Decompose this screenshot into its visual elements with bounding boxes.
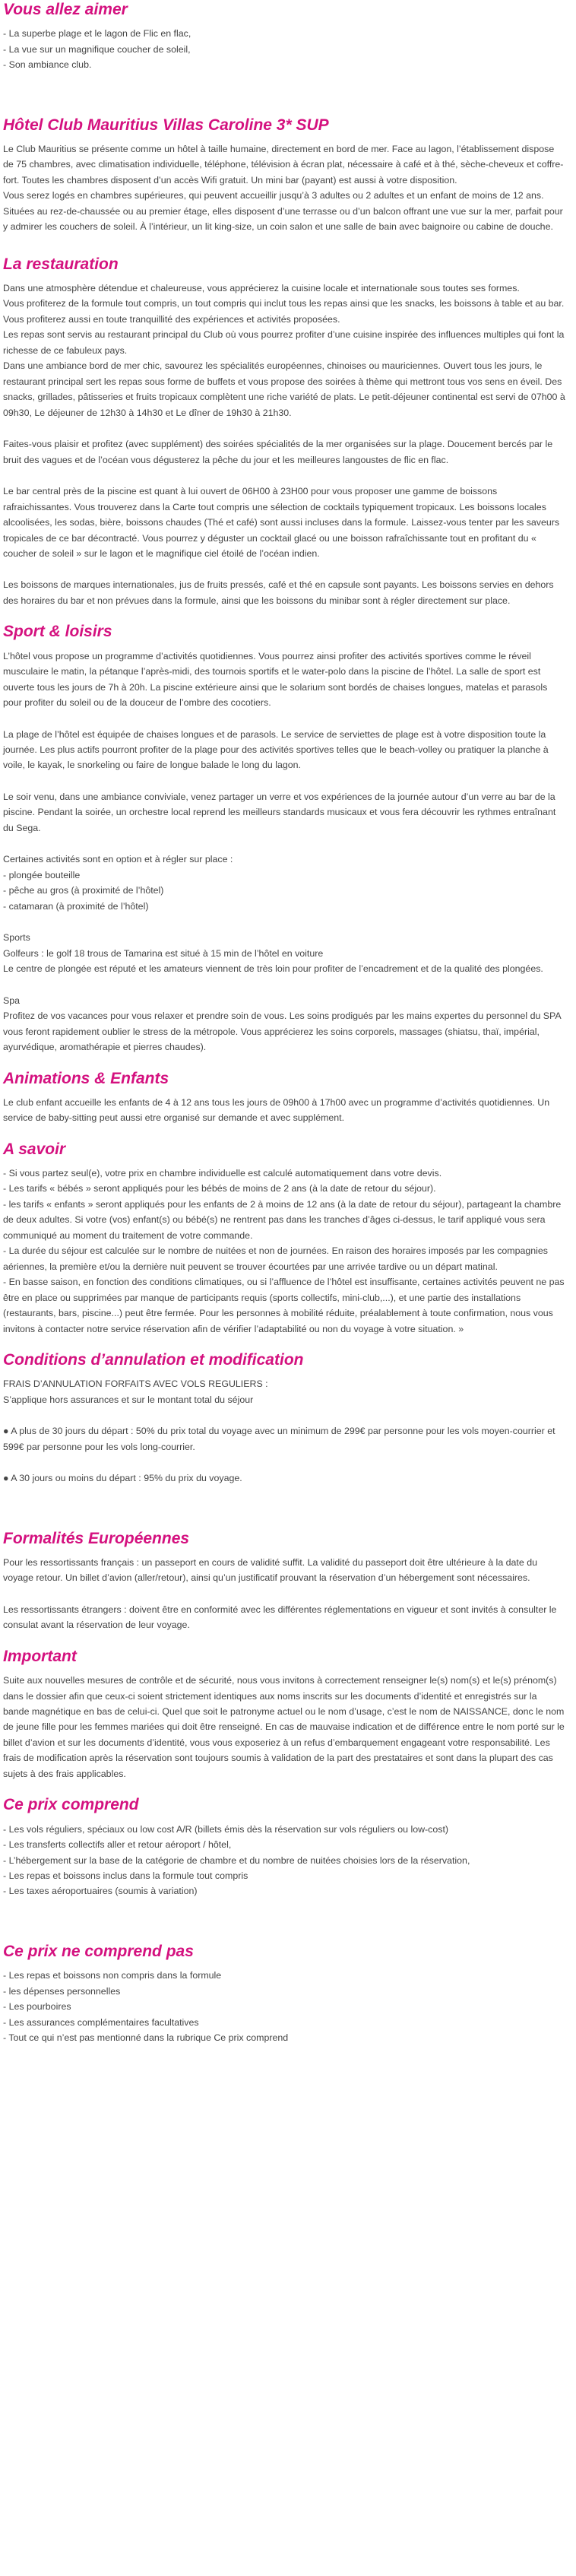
prix-ne-comprend-item: - Les repas et boissons non compris dans la formule — [3, 1970, 222, 1981]
option-item: - pêche au gros (à proximité de l’hôtel) — [3, 885, 164, 896]
section-vous-allez-aimer — [3, 0, 565, 73]
prix-ne-comprend-item: - les dépenses personnelles — [3, 1985, 121, 1997]
option-item: - catamaran (à proximité de l’hôtel) — [3, 900, 149, 912]
sport-paragraph: Le soir venu, dans une ambiance conviviale, venez partager un verre et vos expériences de la journée autour d’un verre au bar de la piscine. Pendant la soirée, un orchestre local reprend les meilleurs standards musicaux et vous fera découvrir les rythmes entraînant du Sega. — [3, 791, 556, 833]
section-animations-enfants — [3, 1069, 565, 1126]
prix-ne-comprend-title: Ce prix ne comprend pas — [3, 1942, 194, 1960]
restauration-paragraph: Les repas sont servis au restaurant principal du Club où vous pourrez profiter d’une cuisine inspirée des influences multiples qui font la richesse de ce fabuleux pays. — [3, 329, 565, 356]
savoir-line: - En basse saison, en fonction des conditions climatiques, ou si l’affluence de l’hôtel est insuffisante, certaines activités peuvent ne pas être en place ou supprimées par manque de participants requis (sports collectifs, mini-club,...), et une partie des installations (restaurants, bars, piscine...) peut être fermée. Pour les personnes à mobilité réduite, préalablement à toute confirmation, nous vous invitons à contacter notre service réservation afin de vérifier l’adaptabilité ou non du voyage à votre situation. » — [3, 1277, 565, 1334]
restauration-paragraph: Faites-vous plaisir et profitez (avec supplément) des soirées spécialités de la mer organisées sur la plage. Doucement bercés par le bruit des vagues et de l’océan vous dégusterez la pêche du jour et les meilleures langoustes de flic en flac. — [3, 439, 553, 465]
section-formalites — [3, 1529, 565, 1633]
section-restauration — [3, 255, 565, 609]
intro-line: - La vue sur un magnifique coucher de soleil, — [3, 43, 191, 55]
savoir-line: - Les tarifs « bébés » seront appliqués pour les bébés de moins de 2 ans (à la date de retour du séjour). — [3, 1183, 436, 1194]
savoir-line: - La durée du séjour est calculée sur le nombre de nuitées et non de journées. En raison des horaires imposés par les compagnies aériennes, la première et/ou la dernière nuit peuvent se trouver écourtées par une arrivée tardive ou un départ matinal. — [3, 1245, 549, 1272]
options-title: Certaines activités sont en option et à régler sur place : — [3, 854, 233, 865]
restauration-paragraph: Dans une ambiance bord de mer chic, savourez les spécialités européennes, chinoises ou mauriciennes. Ouvert tous les jours, le restaurant principal sert les repas sous forme de buffets et vous propose des soirées à thème qui mettront tous vos sens en éveil. Des snacks, grillades, pâtisseries et fruits tropicaux complètent une riche variété de plats. Le petit-déjeuner continental est servi de 07h00 à 09h30, Le déjeuner de 12h30 à 14h30 et Le dîner de 19h30 à 21h30. — [3, 360, 565, 418]
section-hotel — [3, 116, 565, 235]
section-prix-comprend — [3, 1795, 565, 1899]
spa-text: Profitez de vos vacances pour vous relaxer et prendre soin de vous. Les soins prodigués par les mains expertes du personnel du SPA vous feront rapidement oublier le stress de la métropole. Vous apprécierez les soins corporels, massages (shiatsu, thaï, impérial, ayurvédique, aromathérapie et pierres chaudes). — [3, 1010, 561, 1053]
annulation-line: S’applique hors assurances et sur le montant total du séjour — [3, 1394, 254, 1405]
prix-comprend-item: - Les transferts collectifs aller et retour aéroport / hôtel, — [3, 1839, 232, 1851]
important-title: Important — [3, 1647, 77, 1665]
prix-comprend-item: - Les vols réguliers, spéciaux ou low cost A/R (billets émis dès la réservation sur vols réguliers ou low-cost) — [3, 1823, 449, 1835]
savoir-line: - les tarifs « enfants » seront appliqués pour les enfants de 2 à moins de 12 ans (à la date de retour du séjour), partageant la chambre de deux adultes. Si votre (vos) enfant(s) ou bébé(s) ne rentrent pas dans les tranches d’âges ci-dessus, le tarif appliqué vous sera communiqué au moment du traitement de votre commande. — [3, 1198, 562, 1241]
restauration-paragraph: Vous profiterez de la formule tout compris, un tout compris qui inclut tous les repas ainsi que les snacks, les boissons à table et au bar. Vous profiterez aussi en toute tranquillité des expériences et activités proposées. — [3, 298, 565, 325]
sports-line: Le centre de plongée est réputé et les amateurs viennent de très loin pour profiter de l’encadrement et de la qualité des plongées. — [3, 963, 543, 975]
formalites-paragraph: Les ressortissants étrangers : doivent être en conformité avec les différentes réglementations en vigueur et sont invités à consulter le consulat avant la réservation de leur voyage. — [3, 1604, 557, 1631]
formalites-title: Formalités Européennes — [3, 1529, 190, 1547]
prix-ne-comprend-item: - Les pourboires — [3, 2001, 71, 2013]
vous-allez-aimer-title: Vous allez aimer — [3, 1, 128, 18]
annulation-line: FRAIS D’ANNULATION FORFAITS AVEC VOLS REGULIERS : — [3, 1378, 268, 1390]
restauration-paragraph: Le bar central près de la piscine est quant à lui ouvert de 06H00 à 23H00 pour vous proposer une gamme de boissons rafraichissantes. Vous trouverez dans la Carte tout compris une sélection de cocktails typiquement tropicaux. Les boissons locales alcoolisées, les sodas, bière, boissons chaudes (Thé et café) sont aussi incluses dans la formule. Laissez-vous tenter par les saveurs tropicales de ce bar décontracté. Vous pourrez y déguster un cocktail glacé ou une boisson rafraîchissante tout en profitant du « coucher de soleil » sur le lagon et le magnifique ciel étoilé de l’océan indien. — [3, 486, 560, 559]
sport-paragraph: L’hôtel vous propose un programme d’activités quotidiennes. Vous pourrez ainsi profiter des activités sportives comme le réveil musculaire le matin, la pétanque l’après-midi, des tournois sportifs et le water-polo dans la piscine de l’hôtel. La salle de sport est ouverte tous les jours de 7h à 20h. La piscine extérieure ainsi que le solarium sont bordés de chaises longues, matelas et parasols pour profiter du soleil ou de la douceur de l’ombre des cocotiers. — [3, 650, 548, 709]
prix-ne-comprend-item: - Les assurances complémentaires facultatives — [3, 2016, 199, 2028]
hotel-paragraph: Le Club Mauritius se présente comme un hôtel à taille humaine, directement en bord de mer. Face au lagon, l’établissement dispose de 75 chambres, avec climatisation individuelle, téléphone, télévision à écran plat, nécessaire à café et à thé, sèche-cheveux et coffre-fort. Toutes les chambres disposent d’un accès Wifi gratuit. Un mini bar (payant) est aussi à votre disposition. — [3, 143, 564, 186]
section-sport-loisirs — [3, 622, 565, 1055]
animations-paragraph: Le club enfant accueille les enfants de 4 à 12 ans tous les jours de 09h00 à 17h00 avec un programme d’activités quotidiennes. Un service de baby-sitting peut aussi etre organisé sur demande et avec supplément. — [3, 1096, 550, 1124]
section-annulation — [3, 1350, 565, 1486]
section-important — [3, 1647, 565, 1782]
prix-comprend-item: - L’hébergement sur la base de la catégorie de chambre et du nombre de nuitées choisies lors de la réservation, — [3, 1854, 470, 1866]
spa-label: Spa — [3, 995, 21, 1006]
restauration-title: La restauration — [3, 255, 119, 273]
prix-comprend-item: - Les repas et boissons inclus dans la formule tout compris — [3, 1870, 248, 1881]
prix-ne-comprend-item: - Tout ce qui n’est pas mentionné dans la rubrique Ce prix comprend — [3, 2032, 289, 2044]
important-paragraph: Suite aux nouvelles mesures de contrôle et de sécurité, nous vous invitons à correctement renseigner le(s) nom(s) et le(s) prénom(s) dans le dossier afin que ceux-ci soient strictement identiques aux noms inscrits sur les documents d’identité et enregistrés sur la bande magnétique en bas de celui-ci. Quel que soit le patronyme actuel ou le nom d’usage, c’est le nom de NAISSANCE, donc le nom de jeune fille pour les femmes mariées qui doit être renseigné. En cas de mauvaise indication et de différence entre le nom porté sur le billet d’avion et sur les documents d’identité, vous vous exposeriez à un refus d’embarquement engageant votre responsabilité. Les frais de modification après la réservation sont toujours soumis à validation de la part des prestataires et sont dans la plupart des cas sujets à des frais applicables. — [3, 1675, 565, 1779]
formalites-paragraph: Pour les ressortissants français : un passeport en cours de validité suffit. La validité du passeport doit être ultérieure à la date du voyage retour. Un billet d’avion (aller/retour), ainsi qu’un justificatif prouvant la réservation d’un hébergement sont nécessaires. — [3, 1556, 537, 1584]
prix-comprend-title: Ce prix comprend — [3, 1796, 139, 1814]
intro-line: - La superbe plage et le lagon de Flic en flac, — [3, 28, 191, 40]
restauration-paragraph: Dans une atmosphère détendue et chaleureuse, vous apprécierez la cuisine locale et internationale sous toutes ses formes. — [3, 282, 520, 293]
annulation-title: Conditions d’annulation et modification — [3, 1351, 304, 1369]
section-prix-ne-comprend — [3, 1942, 565, 2046]
sports-label: Sports — [3, 932, 30, 944]
annulation-bullet: ● A plus de 30 jours du départ : 50% du prix total du voyage avec un minimum de 299€ par personne pour les vols moyen-courrier et 599€ par personne pour les vols long-courrier. — [3, 1426, 555, 1452]
sport-title: Sport & loisirs — [3, 623, 112, 641]
annulation-bullet: ● A 30 jours ou moins du départ : 95% du prix du voyage. — [3, 1473, 242, 1484]
a-savoir-title: A savoir — [3, 1140, 66, 1158]
sport-paragraph: La plage de l’hôtel est équipée de chaises longues et de parasols. Le service de serviettes de plage est à votre disposition toute la journée. Les plus actifs pourront profiter de la plage pour des activités sportives telles que le beach-volley ou pratiquer la planche à voile, le kayak, le snorkeling ou faire de longue balade le long du lagon. — [3, 728, 549, 771]
hotel-paragraph: Vous serez logés en chambres supérieures, qui peuvent accueillir jusqu’à 3 adultes ou 2 adultes et un enfant de moins de 12 ans. Situées au rez-de-chaussée ou au premier étage, elles disposent d’une terrasse ou d’un balcon offrant une vue sur la mer, parfait pour y admirer les couchers de soleil. À l’intérieur, un lit king-size, un coin salon et une salle de bain avec baignoire ou cabine de douche. — [3, 190, 563, 233]
hotel-title: Hôtel Club Mauritius Villas Caroline 3* SUP — [3, 116, 329, 134]
option-item: - plongée bouteille — [3, 869, 81, 880]
section-a-savoir — [3, 1140, 565, 1337]
intro-line: - Son ambiance club. — [3, 59, 92, 71]
restauration-paragraph: Les boissons de marques internationales, jus de fruits pressés, café et thé en capsule sont payants. Les boissons servies en dehors des horaires du bar et non prévues dans la formule, ainsi que les boissons du minibar sont à régler directement sur place. — [3, 579, 554, 606]
savoir-line: - Si vous partez seul(e), votre prix en chambre individuelle est calculé automatiquement dans votre devis. — [3, 1167, 442, 1179]
animations-title: Animations & Enfants — [3, 1069, 169, 1087]
prix-comprend-item: - Les taxes aéroportuaires (soumis à variation) — [3, 1886, 198, 1897]
sports-line: Golfeurs : le golf 18 trous de Tamarina est situé à 15 min de l’hôtel en voiture — [3, 947, 324, 959]
